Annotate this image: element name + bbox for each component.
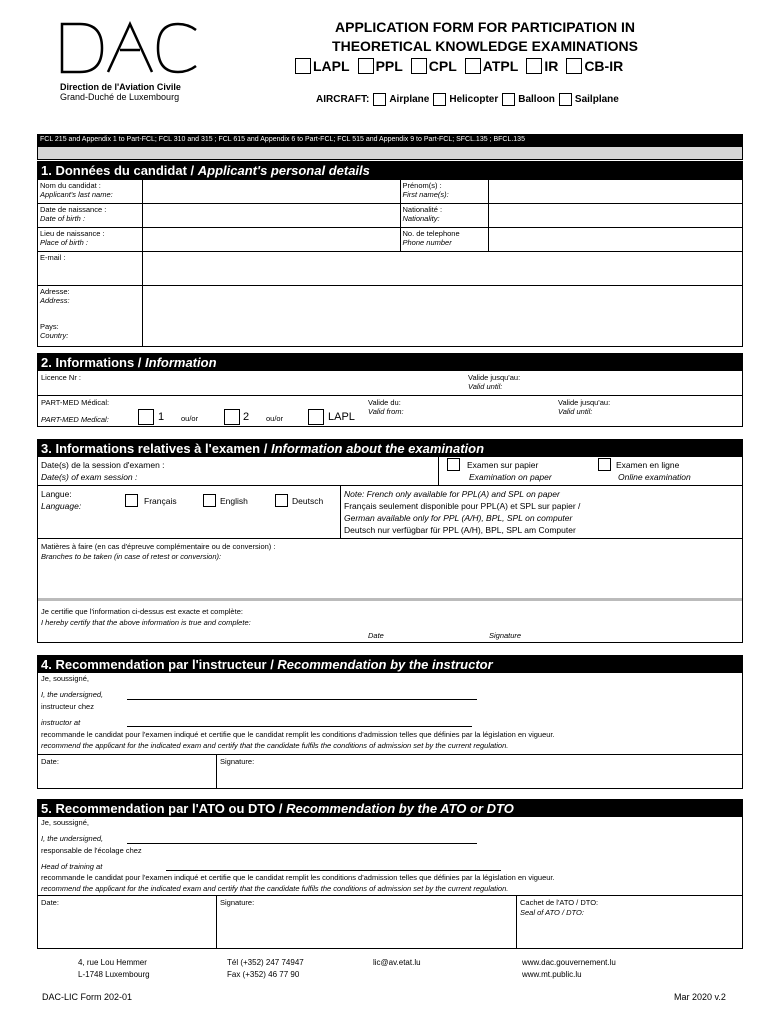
last-name-field[interactable] (142, 180, 400, 204)
ato-name-line[interactable] (166, 870, 501, 871)
aircraft-balloon[interactable]: Balloon (502, 93, 555, 106)
aircraft-airplane[interactable]: Airplane (373, 93, 429, 106)
logo-line1: Direction de l'Aviation Civile (60, 82, 181, 92)
phone-field[interactable] (488, 228, 742, 252)
instructor-name-line[interactable] (127, 699, 477, 700)
licence-type-ppl[interactable]: PPL (358, 58, 403, 74)
paper-exam-checkbox[interactable] (447, 458, 460, 471)
footer-websites[interactable]: www.dac.gouvernement.lu www.mt.public.lu (522, 958, 616, 979)
regulations-bar: FCL 215 and Appendix 1 to Part-FCL; FCL 310 and 315 ; FCL 615 and Appendix 6 to Part-FCL; FCL 515 and Appendix 9 to Part-FCL; SFCL.135 ; BFCL.135 (37, 134, 743, 146)
section-information: 2. Informations / Information Licence Nr : Valide jusqu'au: Valid until: PART-MED Médical: PART-MED Medical: 1 ou/or 2 ou/or LAPL Valide du: Valid from: Valide jusqu'au: Valid until: (37, 353, 743, 427)
checkbox[interactable] (358, 58, 374, 74)
section-ato-recommendation: 5. Recommendation par l'ATO ou DTO / Recommendation by the ATO or DTO Je, soussigné, I, the undersigned, responsable de l'écolage chez Head of training at recommande le candidat pour l'examen indiqué et certifie que le candidat remplit les conditions d'admission telles que définies par la législation en vigueur. recommend the applicant for the indicated exam and certify that the candidate fulfils the conditions of admission set by the current regulation. Date: Signature: Cachet de l'ATO / DTO: Seal of ATO / DTO: (37, 799, 743, 949)
section-3-header: 3. Informations relatives à l'examen / Information about the examination (38, 440, 742, 457)
address-field[interactable] (142, 286, 742, 346)
section-instructor-recommendation: 4. Recommendation par l'instructeur / Recommendation by the instructor Je, soussigné, I, the undersigned, instructeur chez instructor at recommande le candidat pour l'examen indiqué et certifie que le candidat remplit les conditions d'admission telles que définies par la législation en vigueur. recommend the applicant for the indicated exam and certify that the candidate fulfils the conditions of admission set by the current regulation. Date: Signature: (37, 655, 743, 789)
aircraft-sailplane[interactable]: Sailplane (559, 93, 619, 106)
checkbox[interactable] (566, 58, 582, 74)
instructor-school-line[interactable] (127, 726, 472, 727)
checkbox[interactable] (526, 58, 542, 74)
ato-head-name-line[interactable] (127, 843, 477, 844)
checkbox[interactable] (373, 93, 386, 106)
form-title: APPLICATION FORM FOR PARTICIPATION IN THEORETICAL KNOWLEDGE EXAMINATIONS (332, 19, 638, 54)
logo-line2: Grand-Duché de Luxembourg (60, 92, 180, 102)
nationality-field[interactable] (488, 204, 742, 228)
pob-field[interactable] (142, 228, 400, 252)
footer-email[interactable]: lic@av.etat.lu (373, 958, 421, 967)
section-exam-information: 3. Informations relatives à l'examen / Information about the examination Date(s) de la session d'examen : Date(s) of exam session : Examen sur papier Examination on paper Examen en ligne Online examination Langue: Language: Français English Deutsch Note: French only available for PPL(A) and SPL on paper Français seulement disponible pour PPL(A) et SPL sur papier / German available only for PPL (A/H), BPL, SPL on computer Deutsch nur verfügbar für PPL (A/H), BPL, SPL am Computer Matières à faire (en cas d'épreuve complémentaire ou de conversion) : Branches to be taken (in case of retest or conversion): Je certifie que l'information ci-dessus est exacte et complète: I hereby certify that the above information is true and complete: Date Signature (37, 439, 743, 643)
footer-address: 4, rue Lou Hemmer L-1748 Luxembourg (78, 958, 150, 979)
online-exam-checkbox[interactable] (598, 458, 611, 471)
licence-type-cb-ir[interactable]: CB-IR (566, 58, 623, 74)
checkbox[interactable] (411, 58, 427, 74)
section-5-header: 5. Recommendation par l'ATO ou DTO / Recommendation by the ATO or DTO (38, 800, 742, 817)
lang-english-checkbox[interactable] (203, 494, 216, 507)
dob-field[interactable] (142, 204, 400, 228)
subjects-field[interactable]: Matières à faire (en cas d'épreuve complémentaire ou de conversion) : Branches to be taken (in case of retest or conversion): (38, 539, 742, 601)
licence-type-ir[interactable]: IR (526, 58, 558, 74)
med-class-1-checkbox[interactable] (138, 409, 154, 425)
footer-phone: Tél (+352) 247 74947 Fax (+352) 46 77 90 (227, 958, 304, 979)
dac-logo-icon (60, 18, 200, 78)
licence-type-cpl[interactable]: CPL (411, 58, 457, 74)
form-number: DAC-LIC Form 202-01 (42, 992, 133, 1002)
lang-german-checkbox[interactable] (275, 494, 288, 507)
med-class-2-checkbox[interactable] (224, 409, 240, 425)
aircraft-options: AIRCRAFT: Airplane Helicopter Balloon Sailplane (316, 94, 619, 105)
section-4-header: 4. Recommendation par l'instructeur / Recommendation by the instructor (38, 656, 742, 673)
form-version: Mar 2020 v.2 (674, 992, 726, 1002)
checkbox[interactable] (559, 93, 572, 106)
section-2-header: 2. Informations / Information (38, 354, 742, 371)
lang-french-checkbox[interactable] (125, 494, 138, 507)
language-note: Note: French only available for PPL(A) and SPL on paper Français seulement disponible pour PPL(A) et SPL sur papier / German available only for PPL (A/H), BPL, SPL on computer Deutsch nur verfügbar für PPL (A/H), BPL, SPL am Computer (344, 489, 581, 535)
section-1-header: 1. Données du candidat / Applicant's personal details (38, 162, 742, 179)
dac-logo (60, 18, 210, 102)
med-lapl-checkbox[interactable] (308, 409, 324, 425)
checkbox[interactable] (465, 58, 481, 74)
checkbox[interactable] (295, 58, 311, 74)
first-name-field[interactable] (488, 180, 742, 204)
licence-type-lapl[interactable]: LAPL (295, 58, 350, 74)
section-applicant-details: 1. Données du candidat / Applicant's personal details Nom du candidat : Applicant's last name: Prénom(s) : First name(s): Date de naissance : Date of birth : Nationalité : Nationality: Lieu de naissance : Place of birth : No. de telephone Phone number E-mail : Adresse: Address: Pays: Country: (37, 161, 743, 347)
aircraft-helicopter[interactable]: Helicopter (433, 93, 498, 106)
checkbox[interactable] (502, 93, 515, 106)
checkbox[interactable] (433, 93, 446, 106)
licence-type-options (295, 58, 623, 74)
email-field[interactable] (142, 252, 742, 286)
licence-type-atpl[interactable]: ATPL (465, 58, 519, 74)
grey-spacer (37, 146, 743, 160)
